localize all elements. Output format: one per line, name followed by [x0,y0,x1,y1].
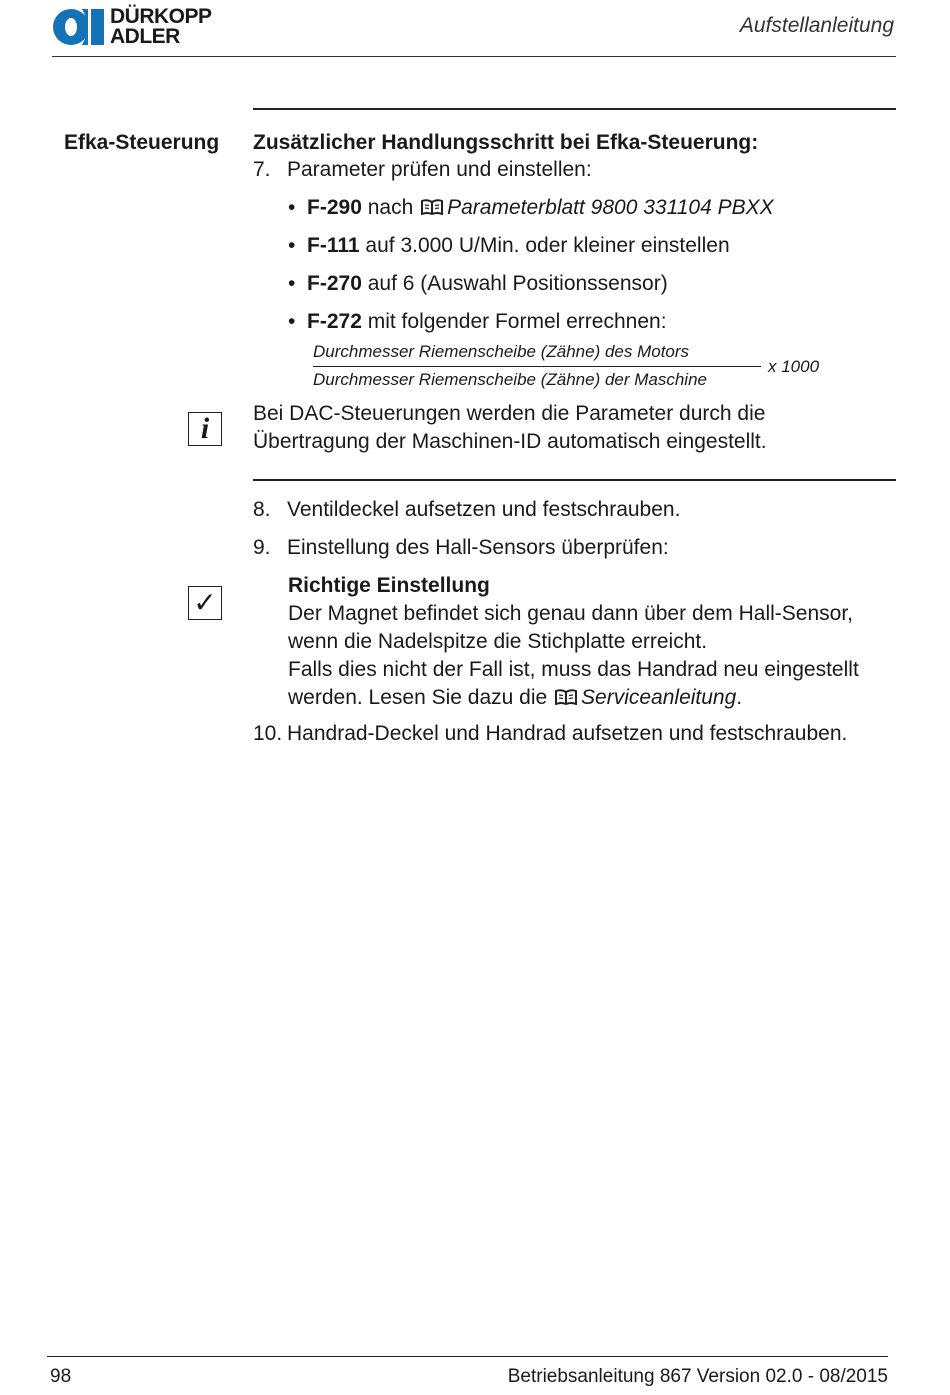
page-header-title: Aufstellanleitung [739,14,894,37]
parameter-code: F-272 [307,310,362,333]
fraction-line [313,366,761,367]
info-line-1: Bei DAC-Steuerungen werden die Parameter durch die [253,402,766,425]
checkmark-icon [188,586,222,620]
parameter-code: F-270 [307,272,362,295]
step-number: 10. [253,722,283,745]
bullet-item [288,270,668,298]
check-line-2: wenn die Nadelspitze die Stichplatte erreicht. [288,630,708,653]
bullet-icon: • [288,310,296,333]
logo-text-line2: ADLER [110,25,180,48]
section-bottom-rule [253,479,896,481]
info-glyph: i [200,412,210,445]
sidebar-label: Efka-Steuerung [64,131,220,154]
step-9 [253,534,669,562]
document-reference: Parameterblatt 9800 331104 PBXX [447,196,774,219]
step-text: Parameter prüfen und einstellen: [287,158,592,181]
check-line-4-end: . [736,686,743,709]
section-top-rule [253,108,896,110]
formula-multiplier: x 1000 [768,357,820,376]
bullet-text: mit folgender Formel errechnen: [361,310,667,333]
book-icon [421,199,443,215]
check-glyph: ✓ [193,586,217,619]
check-line-1: Der Magnet befindet sich genau dann über dem Hall-Sensor, [288,602,854,625]
bullet-item [288,232,730,260]
step-text: Einstellung des Hall-Sensors überprüfen: [287,536,669,559]
bullet-item [288,194,774,222]
brand-logo [52,4,242,48]
bullet-icon: • [288,272,296,295]
bullet-text: nach [361,196,420,219]
step-8 [253,496,680,524]
bullet-text: auf 6 (Auswahl Positionssensor) [361,272,668,295]
logo-mark-icon [52,6,106,48]
parameter-code: F-290 [307,196,362,219]
step-7 [253,156,592,184]
bullet-text: auf 3.000 U/Min. oder kleiner einstellen [359,234,730,257]
header-divider [52,56,896,57]
info-icon [188,412,222,446]
step-text: Handrad-Deckel und Handrad aufsetzen und festschrauben. [287,722,848,745]
check-title: Richtige Einstellung [288,574,490,597]
document-reference: Serviceanleitung [581,686,737,709]
bullet-item [288,308,667,336]
step-text: Ventildeckel aufsetzen und festschrauben. [287,498,681,521]
section-heading: Zusätzlicher Handlungsschritt bei Efka-Steuerung: [253,131,759,154]
book-icon [555,689,577,705]
step-number: 9. [253,536,271,559]
page-number: 98 [50,1366,72,1387]
bullet-icon: • [288,234,296,257]
parameter-code: F-111 [307,234,360,257]
step-number: 8. [253,498,271,521]
check-line-3: Falls dies nicht der Fall ist, muss das Handrad neu eingestellt [288,658,859,681]
formula-denominator: Durchmesser Riemenscheibe (Zähne) der Maschine [313,370,707,389]
bullet-icon: • [288,196,296,219]
footer-divider [47,1356,888,1357]
check-line-4 [288,684,742,712]
info-line-2: Übertragung der Maschinen-ID automatisch eingestellt. [253,430,767,453]
logo-text-line1: DÜRKOPP [110,5,212,28]
formula-numerator: Durchmesser Riemenscheibe (Zähne) des Motors [313,342,690,361]
step-10 [253,720,847,748]
step-number: 7. [253,158,271,181]
footer-document-info: Betriebsanleitung 867 Version 02.0 - 08/2015 [507,1366,888,1387]
check-line-4-text: werden. Lesen Sie dazu die [288,686,554,709]
